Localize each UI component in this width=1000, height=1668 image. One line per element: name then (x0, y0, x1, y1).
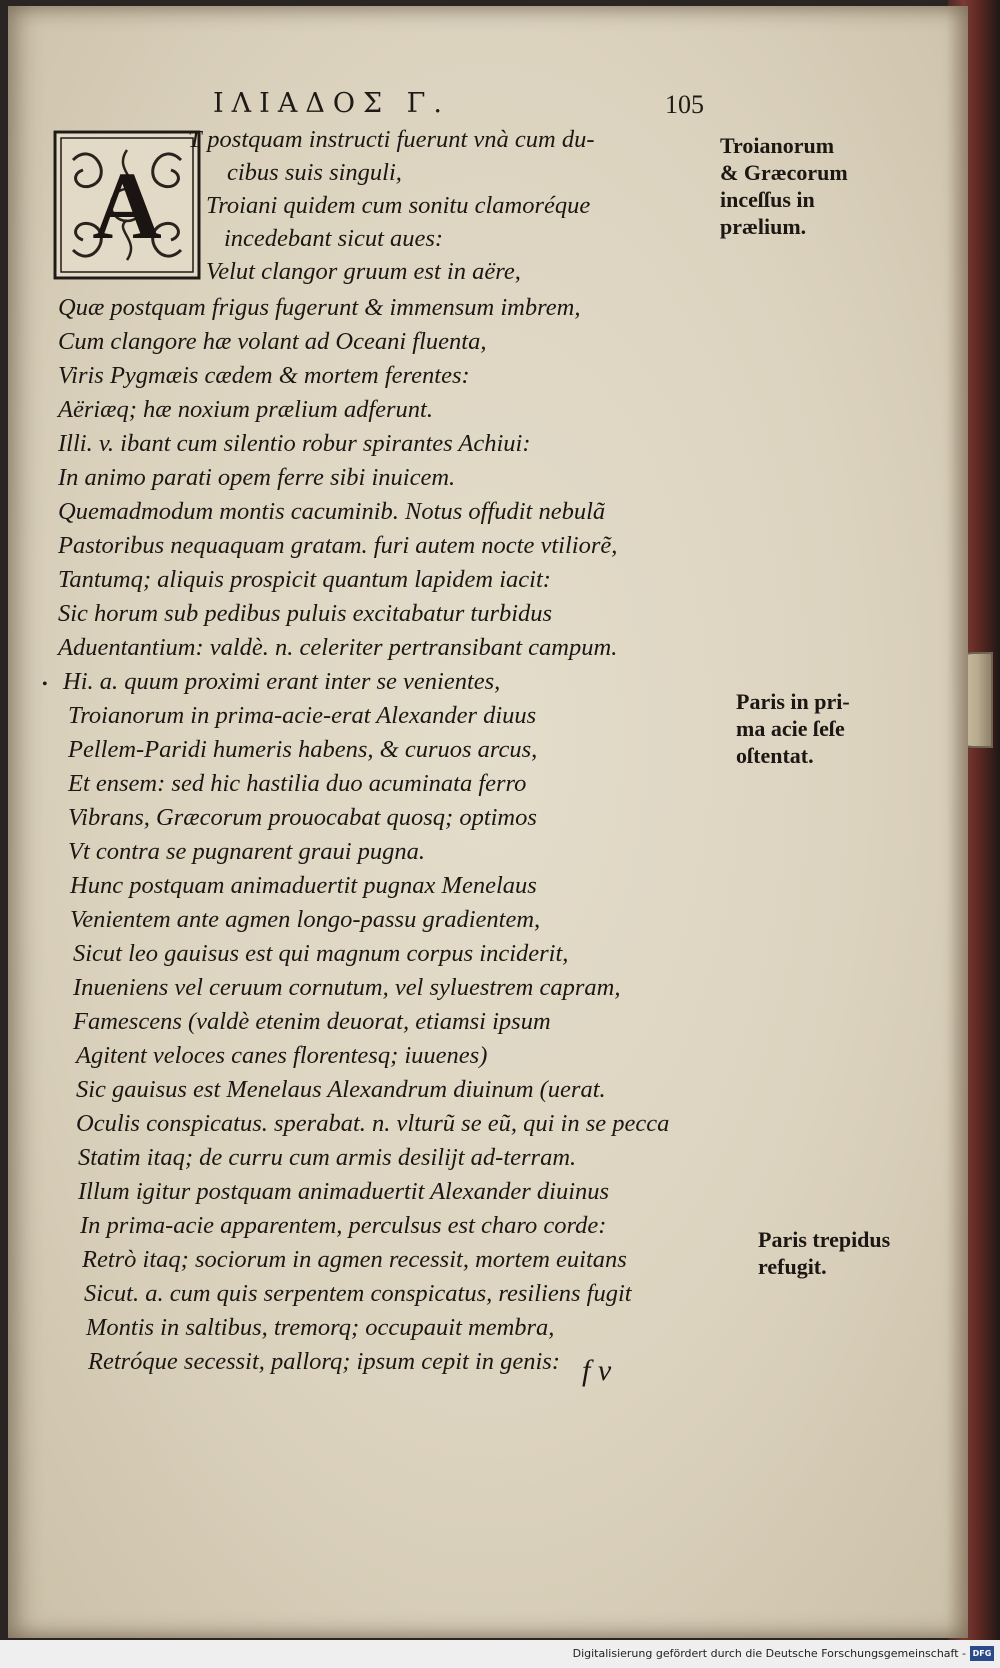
verse-line: cibus suis singuli, (227, 159, 402, 186)
verse-line: Troianorum in prima-acie-erat Alexander diuus (68, 702, 537, 729)
verse-line: Vibrans, Græcorum prouocabat quosq; optimos (68, 804, 537, 831)
decorated-initial (53, 130, 201, 280)
running-head: ΙΛΙΑΔΟΣ Γ. (213, 88, 450, 119)
verse-line: Tantumq; aliquis prospicit quantum lapidem iacit: (58, 566, 551, 593)
initial-letter: A (92, 152, 162, 259)
verse-line: Hunc postquam animaduertit pugnax Menelaus (70, 872, 537, 899)
verse-line: Famescens (valdè etenim deuorat, etiamsi ipsum (73, 1008, 551, 1035)
verse-line: Illi. v. ibant cum silentio robur spirantes Achiui: (58, 430, 531, 457)
verse-line: Illum igitur postquam animaduertit Alexander diuinus (78, 1178, 610, 1205)
verse-line: Pellem-Paridi humeris habens, & curuos arcus, (68, 736, 538, 763)
book-page (8, 6, 968, 1638)
verse-line: Retróque secessit, pallorq; ipsum cepit in genis: (88, 1348, 560, 1375)
verse-line: Retrò itaq; sociorum in agmen recessit, mortem euitans (82, 1246, 627, 1273)
margin-note: Paris in pri- ma acie ſeſe oſtentat. (736, 689, 850, 768)
verse-line: In animo parati opem ferre sibi inuicem. (58, 464, 456, 491)
ornamental-initial-icon (53, 130, 201, 280)
margin-note: Troianorum & Græcorum inceſſus in prælium. (720, 133, 848, 239)
verse-line: T postquam instructi fuerunt vnà cum du- (188, 126, 595, 153)
verse-line: Cum clangore hæ volant ad Oceani fluenta, (58, 328, 487, 355)
verse-line: Velut clangor gruum est in aëre, (206, 258, 521, 285)
verse-line: Aduentantium: valdè. n. celeriter pertransibant campum. (58, 634, 618, 661)
verse-line: incedebant sicut aues: (224, 225, 444, 252)
verse-line: Quemadmodum montis cacuminib. Notus offudit nebulã (58, 498, 606, 525)
footer-bar (0, 1640, 1000, 1668)
verse-line: Statim itaq; de curru cum armis desilijt ad-terram. (78, 1144, 577, 1171)
verse-line: Troiani quidem cum sonitu clamoréque (206, 192, 591, 219)
verse-line: Inueniens vel ceruum cornutum, vel syluestrem capram, (73, 974, 621, 1001)
verse-line: Sic gauisus est Menelaus Alexandrum diuinum (uerat. (76, 1076, 606, 1103)
verse-line: In prima-acie apparentem, perculsus est charo corde: (80, 1212, 607, 1239)
verse-line: Hi. a. quum proximi erant inter se venientes, (63, 668, 501, 695)
verse-line: Sicut leo gauisus est qui magnum corpus inciderit, (73, 940, 569, 967)
verse-line: Aëriæq; hæ noxium prælium adferunt. (58, 396, 433, 423)
verse-line: Et ensem: sed hic hastilia duo acuminata ferro (68, 770, 527, 797)
margin-note: Paris trepidus refugit. (758, 1227, 891, 1279)
catchword: f v (582, 1354, 612, 1387)
verse-line: Sic horum sub pedibus puluis excitabatur turbidus (58, 600, 553, 627)
line-marker: • (42, 676, 48, 693)
verse-line: Montis in saltibus, tremorq; occupauit membra, (86, 1314, 555, 1341)
dfg-logo-icon: DFG (970, 1646, 994, 1661)
verse-line: Pastoribus nequaquam gratam. furi autem nocte vtiliorẽ, (58, 532, 618, 559)
verse-line: Vt contra se pugnarent graui pugna. (68, 838, 426, 865)
verse-line: Viris Pygmæis cædem & mortem ferentes: (58, 362, 470, 389)
verse-line: Sicut. a. cum quis serpentem conspicatus, resiliens fugit (84, 1280, 632, 1307)
verse-line: Venientem ante agmen longo-passu gradientem, (70, 906, 541, 933)
funding-notice: Digitalisierung gefördert durch die Deutsche Forschungsgemeinschaft - (572, 1647, 966, 1660)
verse-line: Quæ postquam frigus fugerunt & immensum imbrem, (58, 294, 581, 321)
page-number: 105 (665, 90, 704, 119)
verse-line: Oculis conspicatus. sperabat. n. vlturũ se eũ, qui in se pecca (76, 1110, 670, 1137)
verse-line: Agitent veloces canes florentesq; iuuenes) (76, 1042, 488, 1069)
